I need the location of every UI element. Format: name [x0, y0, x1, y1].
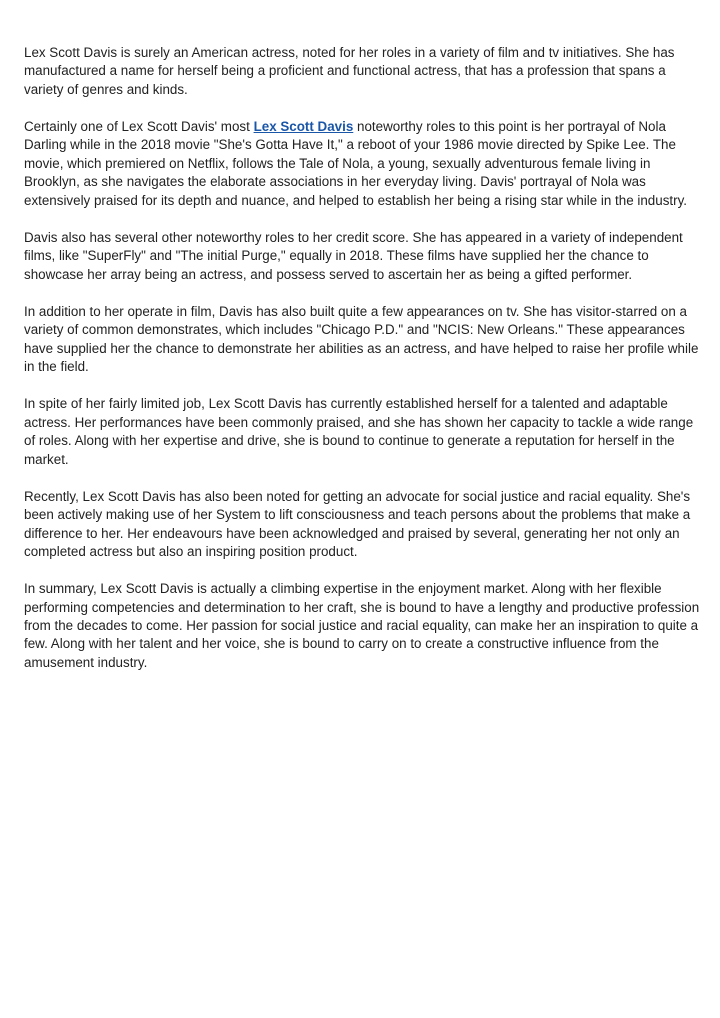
- paragraph-text-after-link: noteworthy roles to this point is her portrayal of Nola Darling while in the 2018 movie "She's Gotta Have It," a reboot of your 1986 movie directed by Spike Lee. The movie, which premiered on Netflix, follows the Tale of Nola, a young, sexually adventurous female living in Brooklyn, as she navigates the elaborate associations in her everyday living. Davis' portrayal of Nola was extensively praised for its depth and nuance, and helped to establish her being a rising star while in the industry.: [24, 119, 687, 208]
- article-body: [24, 44, 700, 691]
- paragraph-career: In spite of her fairly limited job, Lex Scott Davis has currently established herself for a talented and adaptable actress. Her performances have been commonly praised, and she has shown her capacity to tackle a wide range of roles. Along with her expertise and drive, she is bound to continue to generate a reputation for herself in the market.: [24, 396, 694, 467]
- paragraph-summary: In summary, Lex Scott Davis is actually a climbing expertise in the enjoyment market. Along with her flexible performing competencies and determination to her craft, she is bound to have a lengthy and productive profession from the decades to come. Her passion for social justice and racial equality, can make her an inspiration to quite a few. Along with her talent and her voice, she is bound to carry on to create a constructive influence from the amusement industry.: [24, 581, 700, 670]
- paragraph-nola-darling: [24, 118, 700, 210]
- paragraph-text-before-link: Certainly one of Lex Scott Davis' most: [24, 119, 254, 135]
- paragraph-other-roles: Davis also has several other noteworthy roles to her credit score. She has appeared in a variety of independent films, like "SuperFly" and "The initial Purge," equally in 2018. These films have supplied her the chance to showcase her array being an actress, and possess served to ascertain her as being a gifted performer.: [24, 229, 683, 282]
- paragraph-advocacy: Recently, Lex Scott Davis has also been noted for getting an advocate for social justice and racial equality. She's been actively making use of her System to lift consciousness and teach persons about the problems that make a difference to her. Her endeavours have been acknowledged and praised by several, generating her not only an completed actress but also an inspiring position product.: [24, 488, 691, 559]
- lex-scott-davis-link[interactable]: Lex Scott Davis: [253, 119, 354, 135]
- paragraph-television: In addition to her operate in film, Davis has also built quite a few appearances on tv. She has visitor-starred on a variety of common demonstrates, which includes "Chicago P.D." and "NCIS: New Orleans." These appearances have supplied her the chance to demonstrate her abilities as an actress, and have helped to raise her profile while in the field.: [24, 303, 699, 375]
- paragraph-intro: Lex Scott Davis is surely an American actress, noted for her roles in a variety of film and tv initiatives. She has manufactured a name for herself being a proficient and functional actress, that has a profession that spans a variety of genres and kinds.: [24, 45, 675, 97]
